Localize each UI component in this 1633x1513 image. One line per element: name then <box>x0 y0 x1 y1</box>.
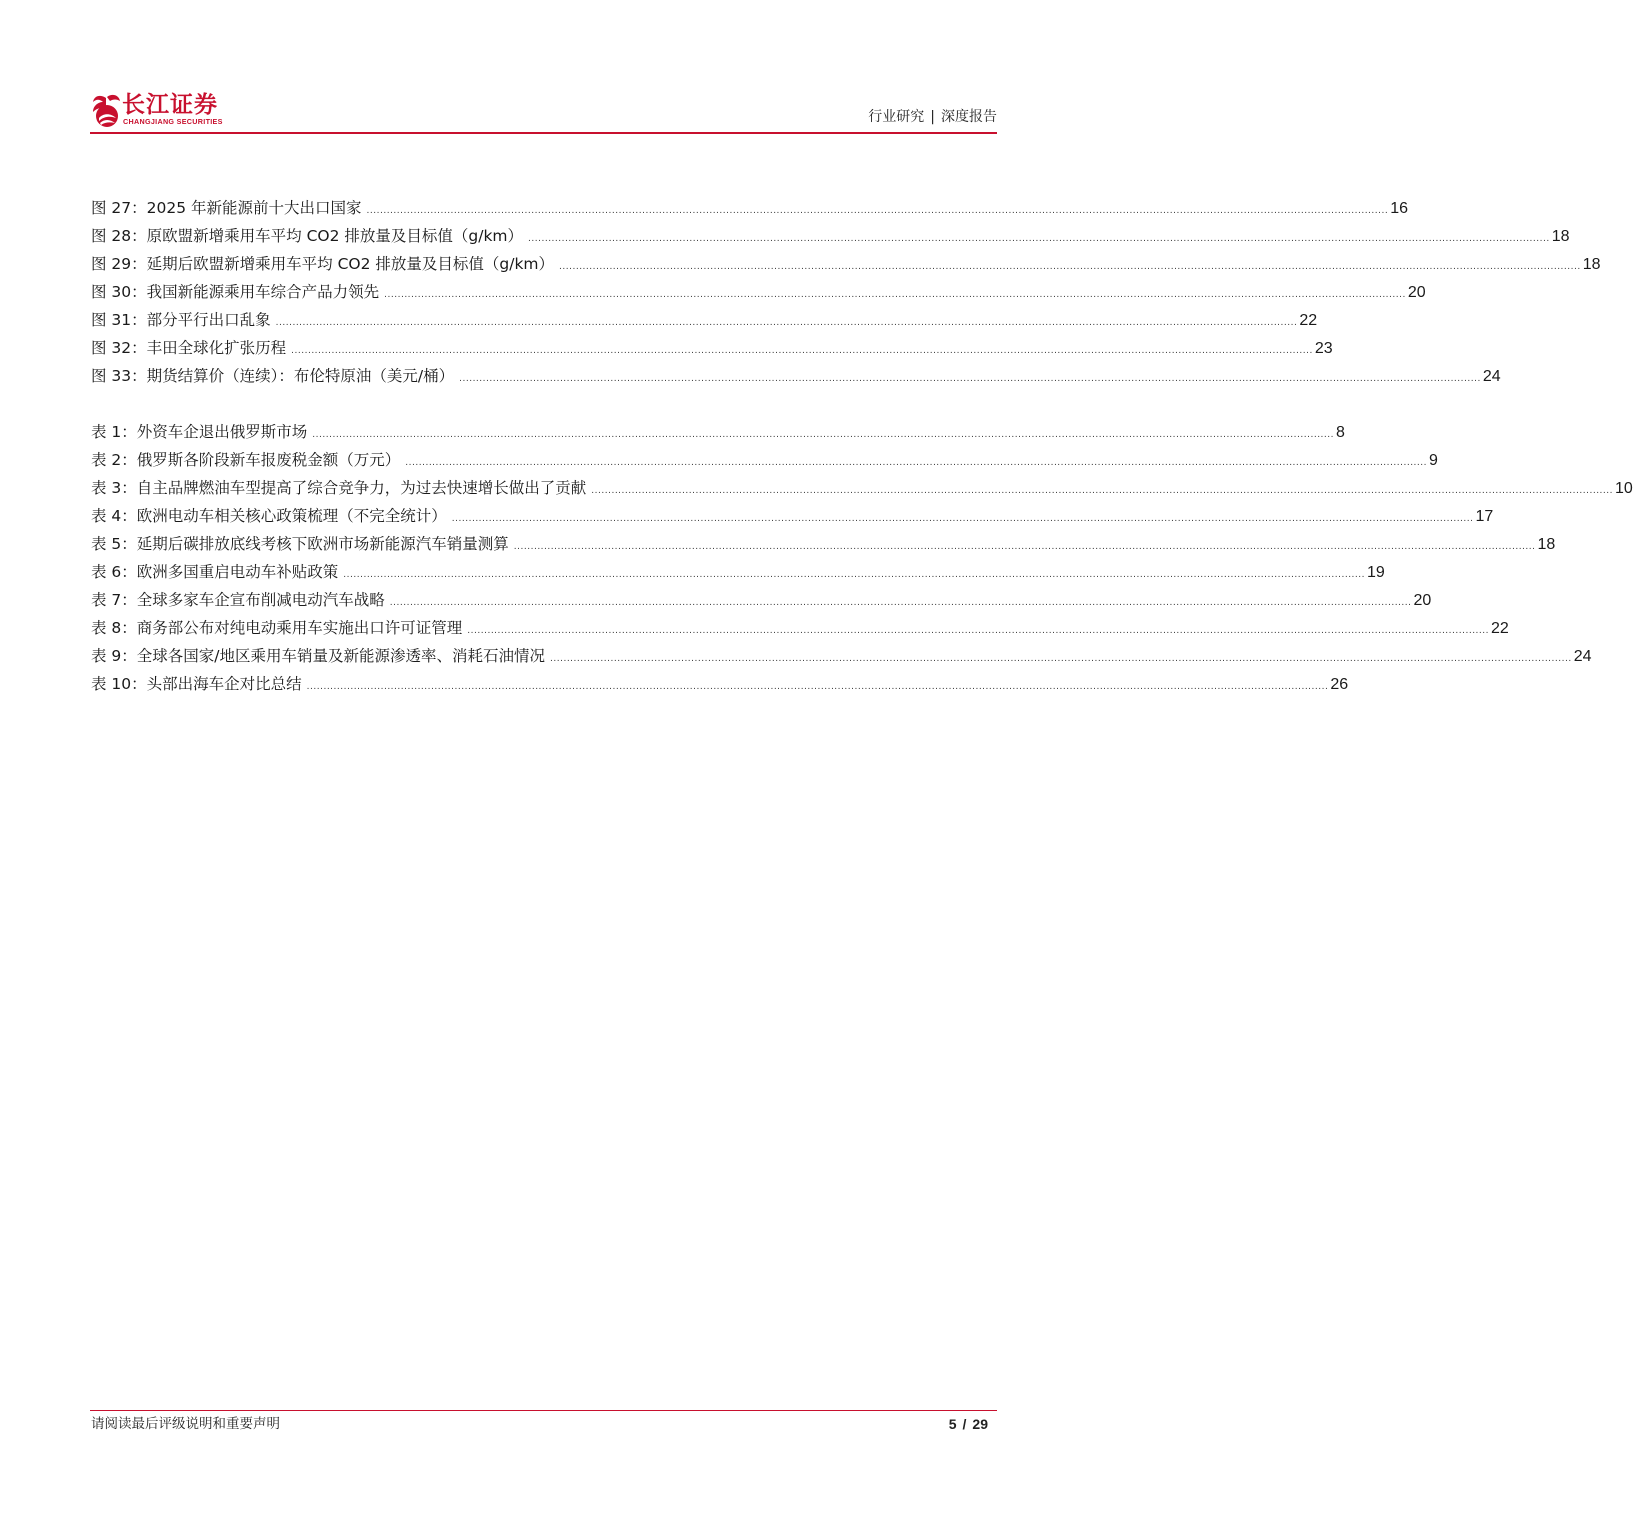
toc-entry-page: 17 <box>1475 508 1494 525</box>
toc-entry-label: 表 2：俄罗斯各阶段新车报废税金额（万元） <box>91 451 401 469</box>
toc-entry-label: 图 27：2025 年新能源前十大出口国家 <box>91 199 362 217</box>
toc-entry-table-1[interactable] <box>91 420 1345 448</box>
toc-leader-dots: ................................................................................................................................................................................................................................................................................................................ <box>343 570 1365 580</box>
toc-entry-page: 19 <box>1367 564 1385 581</box>
toc-entry-page: 24 <box>1482 368 1501 385</box>
toc-entry-table-8[interactable] <box>91 616 1509 644</box>
toc-entry-table-5[interactable] <box>91 532 1556 560</box>
toc-entry-page: 18 <box>1537 536 1556 553</box>
toc-entry-table-6[interactable] <box>91 560 1385 588</box>
report-type: 深度报告 <box>941 109 997 125</box>
toc-leader-dots: ................................................................................................................................................................................................................................................................................................................ <box>459 374 1481 384</box>
report-section: 行业研究 <box>868 109 925 125</box>
toc-leader-dots: ................................................................................................................................................................................................................................................................................................................ <box>513 542 1536 552</box>
toc-leader-dots: ................................................................................................................................................................................................................................................................................................................ <box>312 430 1334 440</box>
toc-entry-label: 表 6：欧洲多国重启电动车补贴政策 <box>91 563 339 581</box>
toc-entry-label: 表 5：延期后碳排放底线考核下欧洲市场新能源汽车销量测算 <box>91 535 509 553</box>
toc-entry-label: 表 10：头部出海车企对比总结 <box>91 675 302 693</box>
toc-entry-page: 23 <box>1314 340 1333 357</box>
toc-entry-label: 图 29：延期后欧盟新增乘用车平均 CO2 排放量及目标值（g/km） <box>91 255 555 273</box>
logo-english-name: CHANGJIANG SECURITIES <box>123 117 223 126</box>
toc-entry-label: 图 32：丰田全球化扩张历程 <box>91 339 287 357</box>
toc-entry-page: 18 <box>1551 228 1570 245</box>
toc-entry-table-4[interactable] <box>91 504 1494 532</box>
toc-entry-figure-31[interactable] <box>91 308 1318 336</box>
toc-entry-label: 图 31：部分平行出口乱象 <box>91 311 271 329</box>
toc-leader-dots: ................................................................................................................................................................................................................................................................................................................ <box>275 318 1298 328</box>
toc-leader-dots: ................................................................................................................................................................................................................................................................................................................ <box>451 514 1474 524</box>
toc-entry-figure-32[interactable] <box>91 336 1333 364</box>
toc-entry-page: 18 <box>1582 256 1601 273</box>
report-category <box>868 108 997 126</box>
toc-entry-page: 9 <box>1429 452 1438 469</box>
page-number <box>949 1415 988 1433</box>
toc-entry-figure-29[interactable] <box>91 252 1601 280</box>
toc-leader-dots: ................................................................................................................................................................................................................................................................................................................ <box>591 486 1613 496</box>
toc-entry-page: 8 <box>1336 424 1345 441</box>
header-rule <box>90 132 997 134</box>
toc-entry-label: 图 30：我国新能源乘用车综合产品力领先 <box>91 283 380 301</box>
footer-disclaimer[interactable]: 请阅读最后评级说明和重要声明 <box>91 1416 280 1432</box>
page-total: 29 <box>972 1416 988 1432</box>
toc-entry-label: 表 9：全球各国家/地区乘用车销量及新能源渗透率、消耗石油情况 <box>91 647 546 665</box>
toc-entry-page: 20 <box>1407 284 1426 301</box>
toc-leader-dots: ................................................................................................................................................................................................................................................................................................................ <box>467 626 1489 636</box>
toc-entry-table-2[interactable] <box>91 448 1438 476</box>
toc-entry-page: 22 <box>1491 620 1509 637</box>
toc-entry-figure-33[interactable] <box>91 364 1501 392</box>
toc-entry-page: 26 <box>1330 676 1349 693</box>
footer-rule <box>90 1410 997 1411</box>
page-separator: / <box>962 1416 967 1432</box>
toc-entry-figure-27[interactable] <box>91 196 1409 224</box>
toc-entry-label: 表 3：自主品牌燃油车型提高了综合竞争力，为过去快速增长做出了贡献 <box>91 479 587 497</box>
toc-entry-table-9[interactable] <box>91 644 1592 672</box>
toc-leader-dots: ................................................................................................................................................................................................................................................................................................................ <box>559 262 1581 272</box>
toc-entry-page: 20 <box>1413 592 1432 609</box>
toc-leader-dots: ................................................................................................................................................................................................................................................................................................................ <box>306 682 1329 692</box>
toc-entry-figure-28[interactable] <box>91 224 1570 252</box>
changjiang-bird-logo-icon <box>90 92 124 132</box>
toc-entry-page: 10 <box>1615 480 1633 497</box>
logo-chinese-name: 长江证券 <box>122 92 218 118</box>
figure-index-list <box>91 196 1601 392</box>
toc-entry-page: 24 <box>1573 648 1592 665</box>
toc-entry-figure-30[interactable] <box>91 280 1426 308</box>
toc-entry-label: 表 7：全球多家车企宣布削减电动汽车战略 <box>91 591 385 609</box>
toc-entry-label: 表 1：外资车企退出俄罗斯市场 <box>91 423 308 441</box>
toc-leader-dots: ................................................................................................................................................................................................................................................................................................................ <box>366 206 1389 216</box>
toc-entry-page: 16 <box>1390 200 1409 217</box>
company-logo <box>90 92 240 132</box>
toc-entry-label: 表 8：商务部公布对纯电动乘用车实施出口许可证管理 <box>91 619 463 637</box>
toc-leader-dots: ................................................................................................................................................................................................................................................................................................................ <box>389 598 1412 608</box>
toc-entry-page: 22 <box>1299 312 1318 329</box>
table-index-list <box>91 420 1633 700</box>
toc-leader-dots: ................................................................................................................................................................................................................................................................................................................ <box>291 346 1313 356</box>
toc-leader-dots: ................................................................................................................................................................................................................................................................................................................ <box>550 654 1572 664</box>
toc-entry-label: 图 28：原欧盟新增乘用车平均 CO2 排放量及目标值（g/km） <box>91 227 524 245</box>
header-separator: | <box>930 109 935 125</box>
toc-entry-label: 图 33：期货结算价（连续）：布伦特原油（美元/桶） <box>91 367 455 385</box>
toc-leader-dots: ................................................................................................................................................................................................................................................................................................................ <box>405 458 1427 468</box>
toc-entry-label: 表 4：欧洲电动车相关核心政策梳理（不完全统计） <box>91 507 447 525</box>
toc-leader-dots: ................................................................................................................................................................................................................................................................................................................ <box>528 234 1550 244</box>
toc-entry-table-3[interactable] <box>91 476 1633 504</box>
toc-entry-table-7[interactable] <box>91 588 1432 616</box>
page-current: 5 <box>948 1416 957 1432</box>
toc-entry-table-10[interactable] <box>91 672 1349 700</box>
toc-leader-dots: ................................................................................................................................................................................................................................................................................................................ <box>384 290 1406 300</box>
